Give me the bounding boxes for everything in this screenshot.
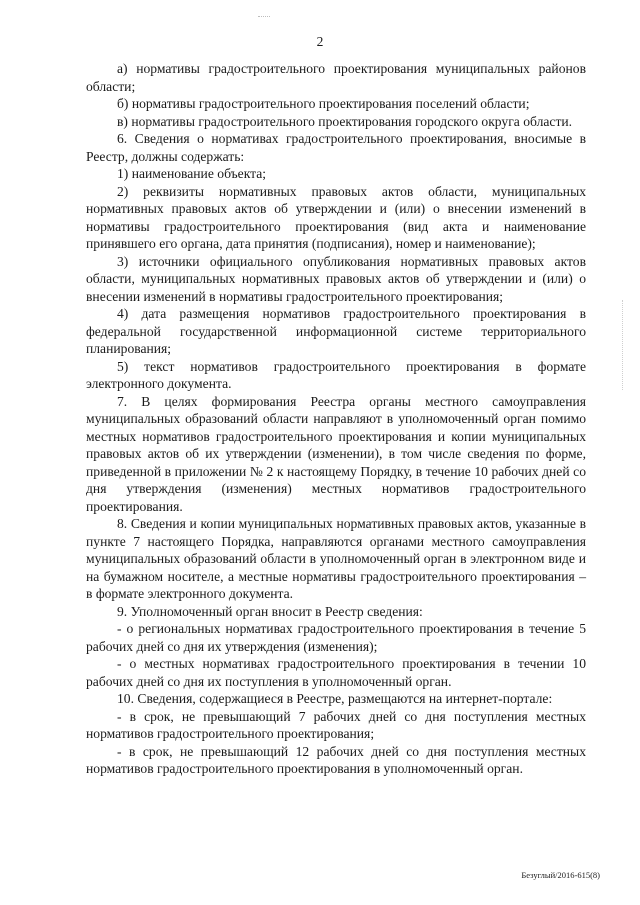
paragraph-10: 10. Сведения, содержащиеся в Реестре, размещаются на интернет-портале: — [117, 691, 553, 706]
paragraph-a: а) нормативы градостроительного проектирования муниципальных районов области; — [86, 61, 586, 94]
paragraph-9-regional: - о региональных нормативах градостроительного проектирования в течение 5 рабочих дней со дня их утверждения (изменения); — [86, 621, 586, 654]
paragraph-6-5: 5) текст нормативов градостроительного проектирования в формате электронного документа. — [86, 358, 586, 391]
page-number: 2 — [316, 34, 324, 49]
footer-document-code: Безуглый/2016-615(8) — [521, 870, 600, 880]
paragraph-6-4: 4) дата размещения нормативов градостроительного проектирования в федеральной государственной информационной системе территориального планирования; — [86, 306, 586, 356]
scan-artifact — [258, 16, 270, 19]
paragraph-10-12-days: - в срок, не превышающий 12 рабочих дней со дня поступления местных нормативов градостроительного проектирования в уполномоченный орган. — [86, 743, 586, 776]
paragraph-9-local: - о местных нормативах градостроительного проектирования в течении 10 рабочих дней со дня их поступления в уполномоченный орган. — [86, 656, 586, 689]
paragraph-6-1: 1) наименование объекта; — [117, 166, 267, 181]
paragraph-6: 6. Сведения о нормативах градостроительного проектирования, вносимые в Реестр, должны содержать: — [86, 131, 586, 164]
paragraph-7: 7. В целях формирования Реестра органы местного самоуправления муниципальных образований области направляют в уполномоченный орган помимо местных нормативов градостроительного проектирования и копии муниципальных правовых актов об их утверждении (изменении), в том числе сведения по форме, приведенной в приложении № 2 к настоящему Порядку, в течение 10 рабочих дней со дня утверждения (изменения) местных нормативов градостроительного проектирования. — [86, 393, 586, 514]
paragraph-9: 9. Уполномоченный орган вносит в Реестр сведения: — [117, 603, 423, 619]
document-body — [86, 60, 586, 778]
scan-artifact-margin — [622, 300, 625, 390]
paragraph-b: б) нормативы градостроительного проектирования поселений области; — [117, 96, 530, 111]
paragraph-8: 8. Сведения и копии муниципальных нормативных правовых актов, указанные в пункте 7 настоящего Порядка, направляются органами местного самоуправления муниципальных образований области в уполномоченный орган в электронном виде и на бумажном носителе, а местные нормативы градостроительного проектирования – в формате электронного документа. — [86, 516, 586, 601]
paragraph-v: в) нормативы градостроительного проектирования городского округа области. — [117, 113, 573, 129]
paragraph-10-7-days: - в срок, не превышающий 7 рабочих дней со дня поступления местных нормативов градостроительного проектирования; — [86, 708, 586, 741]
paragraph-6-2: 2) реквизиты нормативных правовых актов области, муниципальных нормативных правовых актов об утверждении и (или) о внесении изменений в нормативы градостроительного проектирования (вид акта и наименование принявшего его органа, дата принятия (подписания), номер и наименование); — [86, 183, 586, 251]
paragraph-6-3: 3) источники официального опубликования нормативных правовых актов области, муниципальных нормативных правовых актов об утверждении и (или) о внесении изменений в нормативы градостроительного проектирования; — [86, 253, 586, 304]
